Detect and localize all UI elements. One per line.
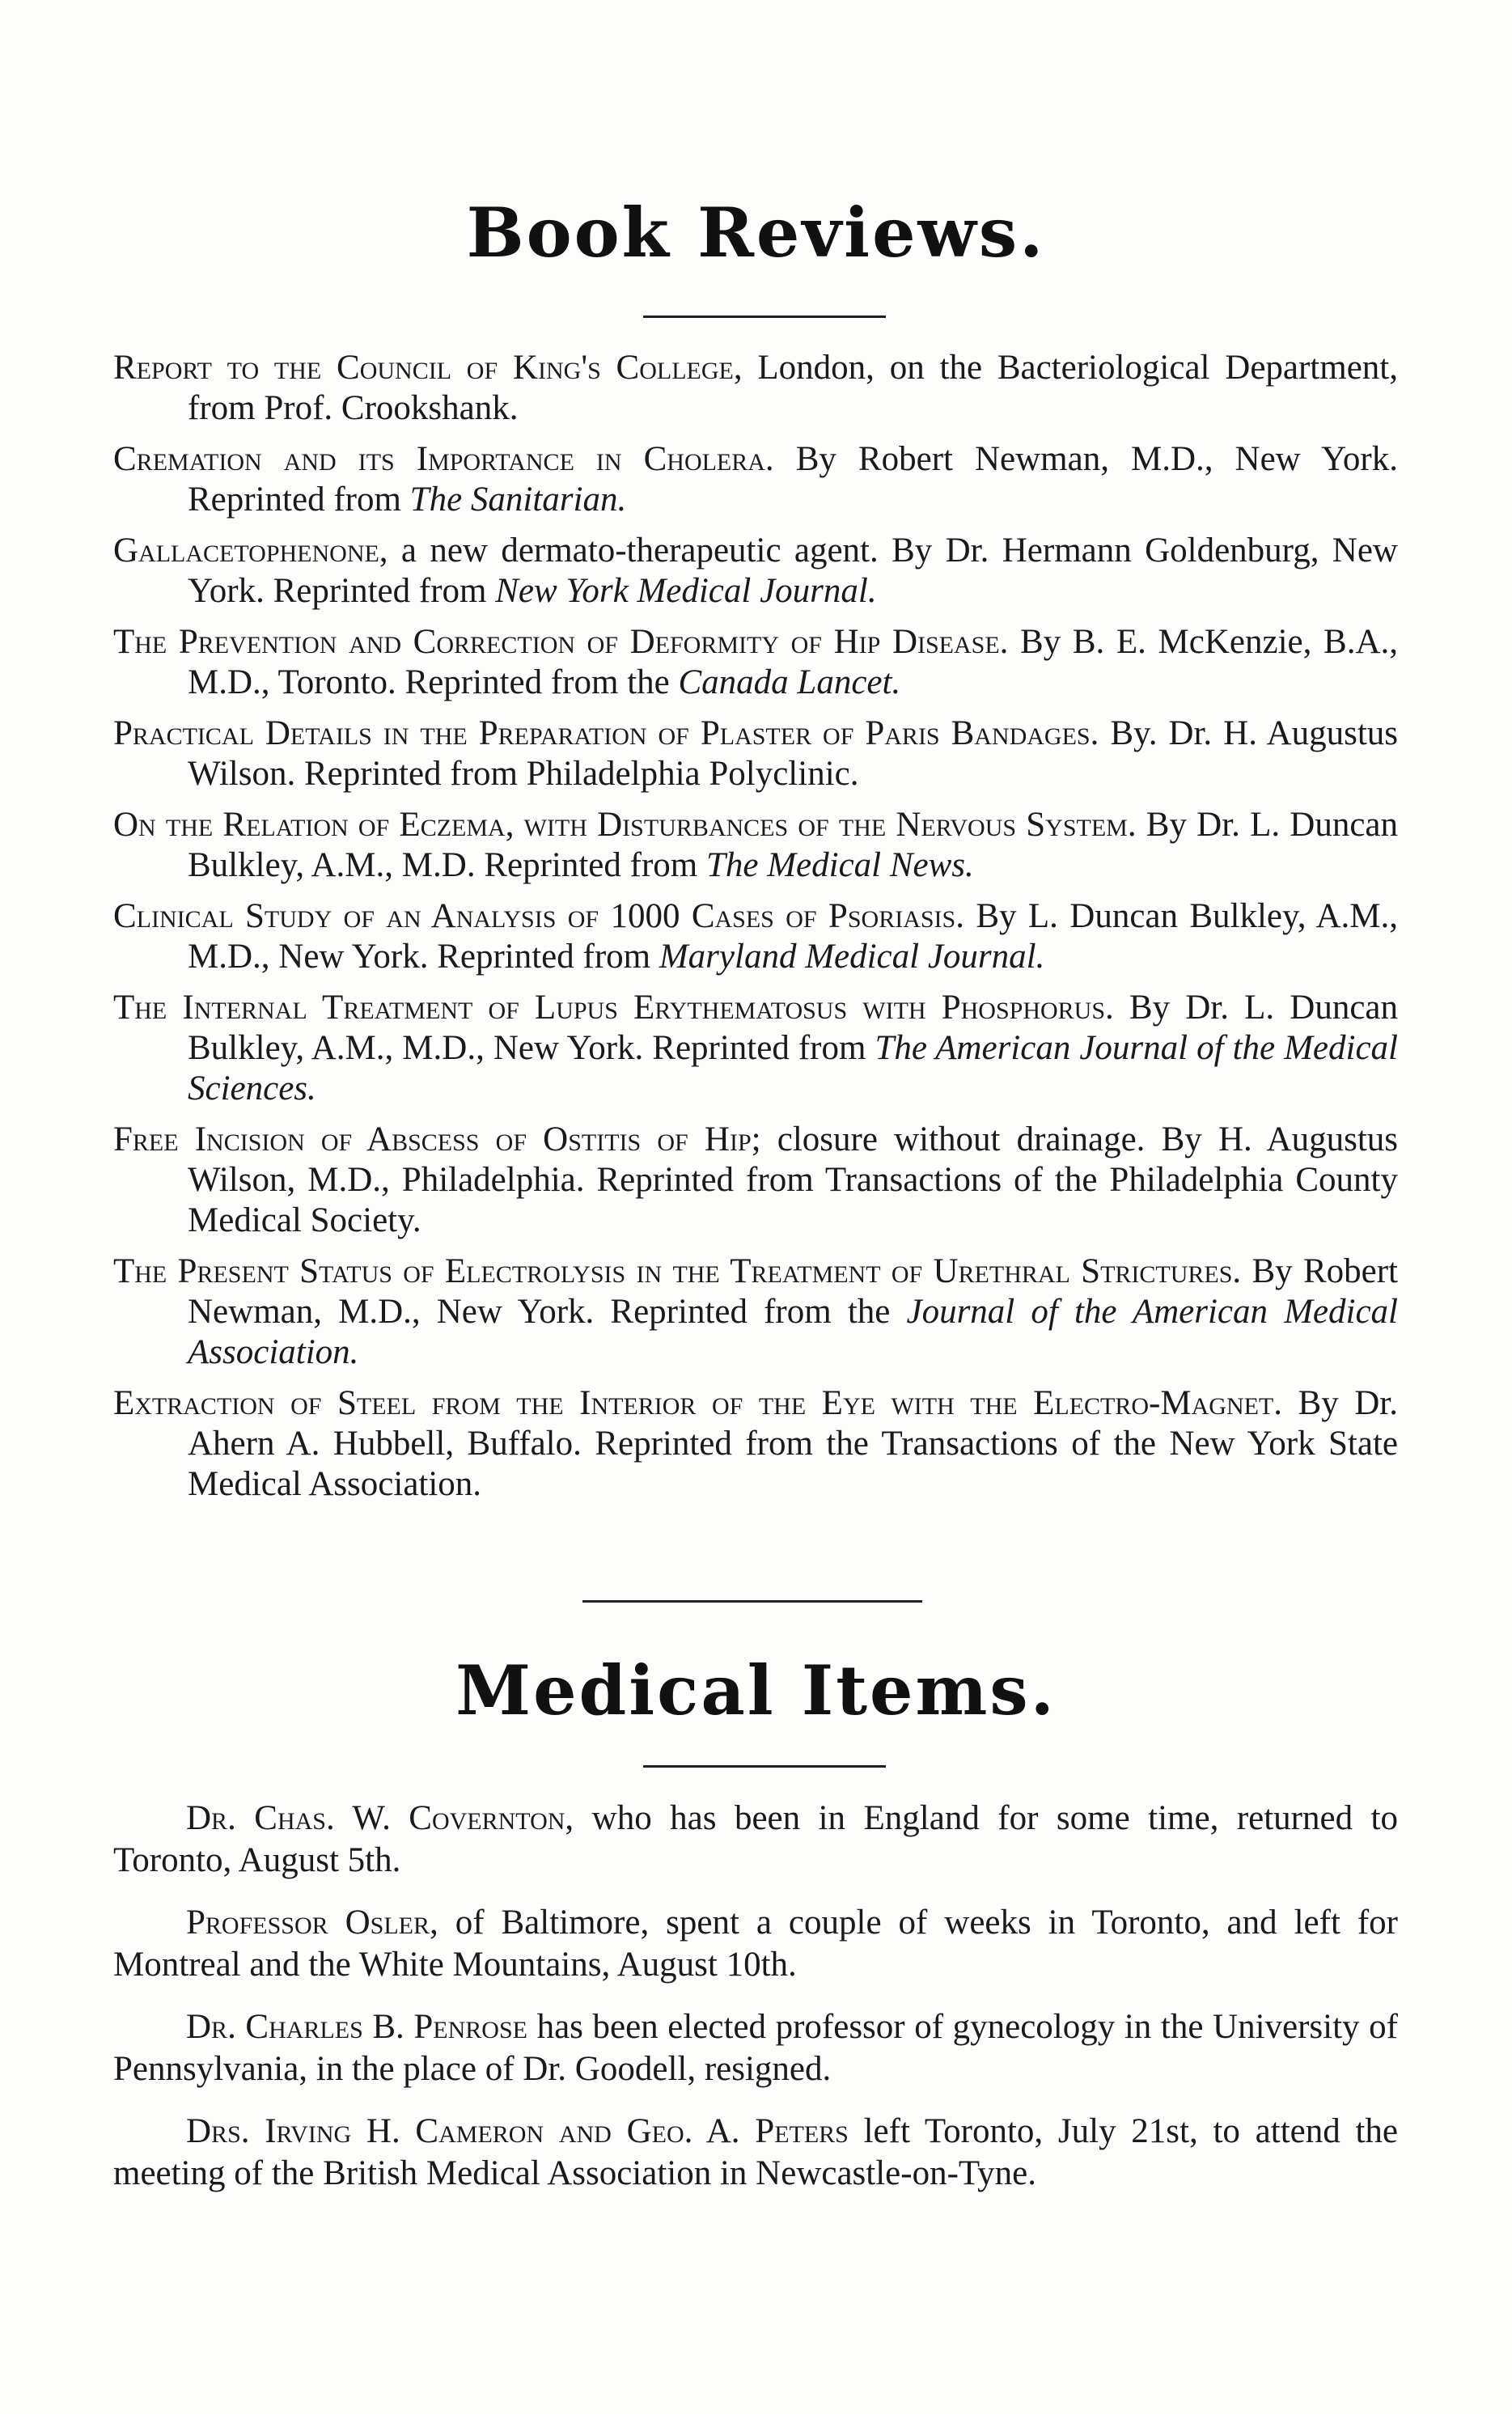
review-detail: By Dr. Ahern A. Hubbell, Buffalo. Reprinted from the Transactions of the New York State Medical Association. <box>188 1384 1398 1503</box>
review-source: The American Journal of the Medical Sciences. <box>188 1029 1398 1107</box>
review-source: Maryland Medical Journal. <box>659 938 1045 976</box>
review-title: The Present Status of Electrolysis in the Treatment of Urethral Strictures. <box>113 1252 1242 1290</box>
review-entry <box>113 1383 1398 1505</box>
news-item <box>113 2006 1398 2090</box>
review-entry <box>113 622 1398 703</box>
medical-items-list <box>113 1798 1398 2215</box>
review-title: Practical Details in the Preparation of Plaster of Paris Bandages. <box>113 714 1099 752</box>
review-entry <box>113 1120 1398 1241</box>
book-reviews-heading: Book Reviews. <box>466 193 1046 273</box>
review-source: Canada Lancet. <box>678 663 901 701</box>
review-title: The Internal Treatment of Lupus Erythematosus with Phosphorus. <box>113 989 1114 1027</box>
review-source: The Sanitarian. <box>409 481 627 519</box>
review-title: Cremation and its Importance in Cholera. <box>113 440 774 478</box>
news-person: Dr. Charles B. Penrose <box>186 2008 527 2046</box>
section-divider <box>643 316 886 318</box>
news-text: of Baltimore, spent a couple of weeks in Toronto, and left for Montreal and the White Mountains, August 10th. <box>113 1904 1398 1984</box>
news-person: Professor Osler, <box>186 1904 438 1942</box>
review-detail: By Robert Newman, M.D., New York. Reprinted from the <box>188 1252 1399 1331</box>
review-entry <box>113 348 1398 429</box>
review-source: The Medical News. <box>705 846 974 884</box>
section-divider <box>582 1600 922 1603</box>
review-title: Report to the Council of King's College, <box>113 349 743 387</box>
review-entry <box>113 439 1398 520</box>
review-title: On the Relation of Eczema, with Disturbances of the Nervous System. <box>113 806 1137 844</box>
review-detail: By L. Duncan Bulkley, A.M., M.D., New York. Reprinted from <box>188 897 1399 976</box>
review-entry <box>113 896 1398 977</box>
news-item <box>113 2111 1398 2195</box>
review-detail: By. Dr. H. Augustus Wilson. Reprinted from Philadelphia Polyclinic. <box>188 714 1399 793</box>
review-detail: London, on the Bacteriological Department, from Prof. Crookshank. <box>188 349 1398 427</box>
review-detail: By Robert Newman, M.D., New York. Reprinted from <box>188 440 1398 519</box>
review-title: The Prevention and Correction of Deformity of Hip Disease. <box>113 623 1009 661</box>
review-entry <box>113 1251 1398 1373</box>
review-source: Journal of the American Medical Association. <box>188 1293 1399 1371</box>
medical-items-heading: Medical Items. <box>455 1650 1057 1730</box>
review-detail: a new dermato-therapeutic agent. By Dr. Hermann Goldenburg, New York. Reprinted from <box>188 532 1398 610</box>
review-title: Gallacetophenone, <box>113 532 388 570</box>
review-detail: closure without drainage. By H. Augustus Wilson, M.D., Philadelphia. Reprinted from Transactions of the Philadelphia County Medical Society. <box>188 1120 1399 1239</box>
news-text: left Toronto, July 21st, to attend the meeting of the British Medical Association in Newcastle-on-Tyne. <box>113 2112 1398 2192</box>
news-item <box>113 1798 1398 1882</box>
review-source: New York Medical Journal. <box>495 572 877 610</box>
news-person: Drs. Irving H. Cameron and Geo. A. Peters <box>186 2112 849 2150</box>
review-entry <box>113 805 1398 886</box>
review-entry <box>113 988 1398 1109</box>
review-detail: By Dr. L. Duncan Bulkley, A.M., M.D. Reprinted from <box>188 806 1398 884</box>
review-title: Clinical Study of an Analysis of 1000 Cases of Psoriasis. <box>113 897 964 935</box>
review-title: Free Incision of Abscess of Ostitis of Hip; <box>113 1120 761 1158</box>
news-item <box>113 1902 1398 1986</box>
review-title: Extraction of Steel from the Interior of the Eye with the Electro-Magnet. <box>113 1384 1283 1422</box>
news-text: who has been in England for some time, returned to Toronto, August 5th. <box>113 1799 1398 1879</box>
news-text: has been elected professor of gynecology in the University of Pennsylvania, in the place of Dr. Goodell, resigned. <box>113 2008 1398 2088</box>
section-divider <box>643 1765 886 1768</box>
news-person: Dr. Chas. W. Covernton, <box>186 1799 574 1837</box>
review-entry <box>113 714 1398 794</box>
book-reviews-list <box>113 348 1398 1515</box>
review-detail: By Dr. L. Duncan Bulkley, A.M., M.D., New York. Reprinted from <box>188 989 1398 1067</box>
review-detail: By B. E. McKenzie, B.A., M.D., Toronto. Reprinted from the <box>188 623 1398 701</box>
review-entry <box>113 531 1398 612</box>
